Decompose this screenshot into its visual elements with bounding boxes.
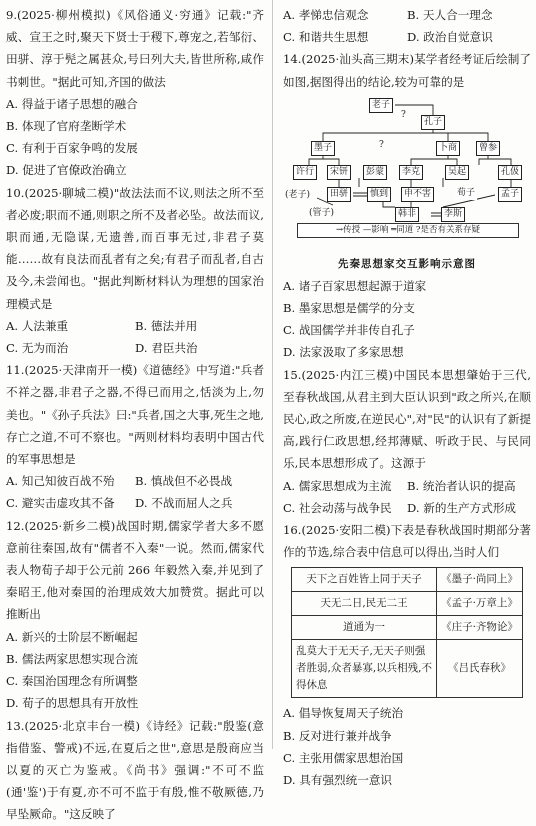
question-12-stem: 12.(2025·新乡二模)战国时期,儒家学者大多不愿意前往秦国,故有"儒者不入秦"一说。然而,儒家代表人物荀子却于公元前 266 年毅然入秦,并见到了秦昭王,他对秦国的治理成效大加赞赏。据此可以推断出 <box>6 518 264 622</box>
diagram-caption: 先秦思想家交互影响示意图 <box>338 257 476 270</box>
question-9-option-c[interactable]: C. 有利于百家争鸣的发展 <box>6 141 138 156</box>
question-11-options-row1 <box>6 470 264 492</box>
question-15-option-b[interactable]: B. 统治者认识的提高 <box>407 478 516 493</box>
question-11-stem: 11.(2025·天津南开一模)《道德经》中写道:"兵者不祥之器,非君子之器,不得已而用之,恬淡为上,勿美也。"《孙子兵法》曰:"兵者,国之大事,死生之地,存亡之道,不可不察也。"两则材料均表明中国古代的军事思想是 <box>6 363 264 467</box>
question-9-option-a[interactable]: A. 得益于诸子思想的融合 <box>6 96 138 111</box>
question-16-option-c[interactable]: C. 主张用儒家思想治国 <box>283 750 404 765</box>
table-cell-source: 《吕氏春秋》 <box>437 640 523 698</box>
node-kongji: 孔伋 <box>498 165 522 180</box>
question-13-option-c[interactable]: C. 和谐共生思想 <box>283 30 369 45</box>
table-row <box>292 616 523 640</box>
table-cell-quote: 天无二日,民无二王 <box>292 592 437 616</box>
question-15-options-row2 <box>283 497 531 519</box>
question-13-stem: 13.(2025·北京丰台一模)《诗经》记载:"殷鉴(意指借鉴、警戒)不远,在夏后之世",意思是殷商应当以夏的灭亡为鉴戒。《尚书》强调:"不可不监(通'鉴')于有夏,亦不可不监于有殷,惟不敬厥德,乃早坠厥命。"这反映了 <box>6 718 264 822</box>
question-16-option-a[interactable]: A. 倡导恢复周天子统治 <box>283 706 404 721</box>
table-row <box>292 592 523 616</box>
node-mengzi: 孟子 <box>498 187 522 202</box>
question-11-option-a[interactable]: A. 知己知彼百战不殆 <box>6 474 115 489</box>
node-xunzi: 荀子 <box>457 187 476 198</box>
question-15-options-row1 <box>283 475 531 497</box>
question-13-option-d[interactable]: D. 政治自觉意识 <box>407 30 493 45</box>
question-16-option-d[interactable]: D. 具有强烈统一意识 <box>283 773 393 788</box>
table-cell-quote: 天下之百姓皆上同于天子 <box>292 568 437 592</box>
right-column <box>283 4 531 791</box>
column-divider <box>272 0 273 749</box>
question-12-option-b[interactable]: B. 儒法两家思想实现合流 <box>6 651 138 666</box>
table-row <box>292 568 523 592</box>
question-10 <box>6 182 264 360</box>
node-mozi: 墨子 <box>311 141 335 156</box>
question-15-option-c[interactable]: C. 社会动荡与战争民 <box>283 500 392 515</box>
node-laozi-ref: (老子) <box>285 189 311 200</box>
node-like: 李克 <box>399 165 423 180</box>
question-9-option-b[interactable]: B. 体现了官府垄断学术 <box>6 119 127 134</box>
doubt-mark-1: ? <box>401 109 406 120</box>
question-15 <box>283 364 531 519</box>
node-pengmeng: 彭蒙 <box>363 165 387 180</box>
question-10-options-row1 <box>6 315 264 337</box>
node-bushang: 卜商 <box>436 141 460 156</box>
question-16-stem: 16.(2025·安阳二模)下表是春秋战国时期部分著作的节选,综合表中信息可以得出,当时人们 <box>283 523 531 560</box>
node-lisi: 李斯 <box>441 207 465 222</box>
question-13-options-row1 <box>283 4 531 26</box>
node-laozi: 老子 <box>369 98 393 113</box>
question-14 <box>283 48 531 363</box>
question-10-stem: 10.(2025·聊城二模)"故法法而不议,则法之所不至者必废;职而不通,则职之所不及者必坠。故法而议,职而通,无隐谋,无遗善,而百事无过,非君子莫能……故有良法而乱者有之矣;有君子而乱者,自古及今,未尝闻也。"据此判断材料认为理想的国家治理模式是 <box>6 185 264 311</box>
table-cell-quote: 道通为一 <box>292 616 437 640</box>
node-wuqi: 吴起 <box>445 165 469 180</box>
node-shendao: 慎到 <box>367 187 391 202</box>
question-13-options-row2 <box>283 26 531 48</box>
question-9 <box>6 4 264 182</box>
question-9-option-d[interactable]: D. 促进了官僚政治确立 <box>6 163 127 178</box>
question-11-option-d[interactable]: D. 不战而屈人之兵 <box>135 496 233 511</box>
question-12-option-a[interactable]: A. 新兴的士阶层不断崛起 <box>6 629 138 644</box>
diagram-connectors <box>283 95 531 223</box>
question-14-option-b[interactable]: B. 墨家思想是儒学的分支 <box>283 301 415 316</box>
node-shenbuhai: 申不害 <box>401 187 434 202</box>
question-10-option-c[interactable]: C. 无为而治 <box>6 341 69 356</box>
question-15-option-a[interactable]: A. 儒家思想成为主流 <box>283 478 392 493</box>
question-11-option-c[interactable]: C. 避实击虚攻其不备 <box>6 496 115 511</box>
question-14-option-c[interactable]: C. 战国儒学并非传自孔子 <box>283 323 415 338</box>
question-12-option-d[interactable]: D. 荀子的思想具有开放性 <box>6 696 139 711</box>
question-12-option-c[interactable]: C. 秦国治国理念有所调整 <box>6 674 138 689</box>
question-10-option-d[interactable]: D. 君臣共治 <box>135 341 198 356</box>
question-11 <box>6 359 264 514</box>
node-songjian: 宋钘 <box>327 165 351 180</box>
table-cell-source: 《孟子·万章上》 <box>437 592 523 616</box>
diagram-legend: →传授 —影响 ═同道 ?是否有关系存疑 <box>297 223 519 238</box>
doubt-mark-2: ? <box>379 139 384 150</box>
question-10-option-b[interactable]: B. 德法并用 <box>135 318 198 333</box>
question-10-option-a[interactable]: A. 人法兼重 <box>6 318 69 333</box>
node-xuxing: 许行 <box>293 165 317 180</box>
table-cell-quote: 乱莫大于无天子,无天子则强者胜弱,众者暴寡,以兵相残,不得休息 <box>292 640 437 698</box>
question-11-option-b[interactable]: B. 慎战但不必畏战 <box>135 474 233 489</box>
question-13-options <box>283 4 531 48</box>
question-14-stem: 14.(2025·汕头高三期末)某学者经考证后绘制了如图,据图得出的结论,较为可靠的是 <box>283 52 531 89</box>
works-table <box>291 567 523 698</box>
question-10-options-row2 <box>6 337 264 359</box>
question-13-option-b[interactable]: B. 天人合一理念 <box>407 8 493 22</box>
table-row <box>292 640 523 698</box>
question-16 <box>283 519 531 791</box>
left-column <box>6 4 264 826</box>
node-zengshen: 曾参 <box>476 141 500 156</box>
question-14-option-d[interactable]: D. 法家汲取了多家思想 <box>283 345 404 360</box>
question-15-stem: 15.(2025·内江三模)中国民本思想肇始于三代,至春秋战国,从君主到大臣认识到"政之所兴,在顺民心,政之所废,在逆民心",对"民"的认识有了新提高,践行仁政思想,经邦薄赋、听政于民、与民同乐,民本思想形成了。这源于 <box>283 367 531 471</box>
question-16-option-b[interactable]: B. 反对进行兼并战争 <box>283 728 392 743</box>
node-hanfei: 韩非 <box>395 207 419 222</box>
question-13-option-a[interactable]: A. 孝悌忠信观念 <box>283 8 369 22</box>
node-kongzi: 孔子 <box>421 115 445 130</box>
node-guanzi-ref: (管子) <box>309 207 335 218</box>
node-tianpian: 田骈 <box>327 187 351 202</box>
table-cell-source: 《墨子·尚同上》 <box>437 568 523 592</box>
question-15-option-d[interactable]: D. 新的生产方式形成 <box>407 500 517 515</box>
question-14-option-a[interactable]: A. 诸子百家思想起源于道家 <box>283 278 427 293</box>
question-13 <box>6 715 264 826</box>
thinker-influence-diagram <box>283 95 531 253</box>
question-12 <box>6 515 264 715</box>
table-cell-source: 《庄子·齐物论》 <box>437 616 523 640</box>
question-9-stem: 9.(2025·柳州模拟)《风俗通义·穷通》记载:"齐威、宣王之时,聚天下贤士于稷下,尊宠之,若邹衍、田骈、淳于髡之属甚众,号曰列大夫,皆世所称,咸作书刺世。"据此可知,齐国的做法 <box>6 8 264 89</box>
question-11-options-row2 <box>6 492 264 514</box>
